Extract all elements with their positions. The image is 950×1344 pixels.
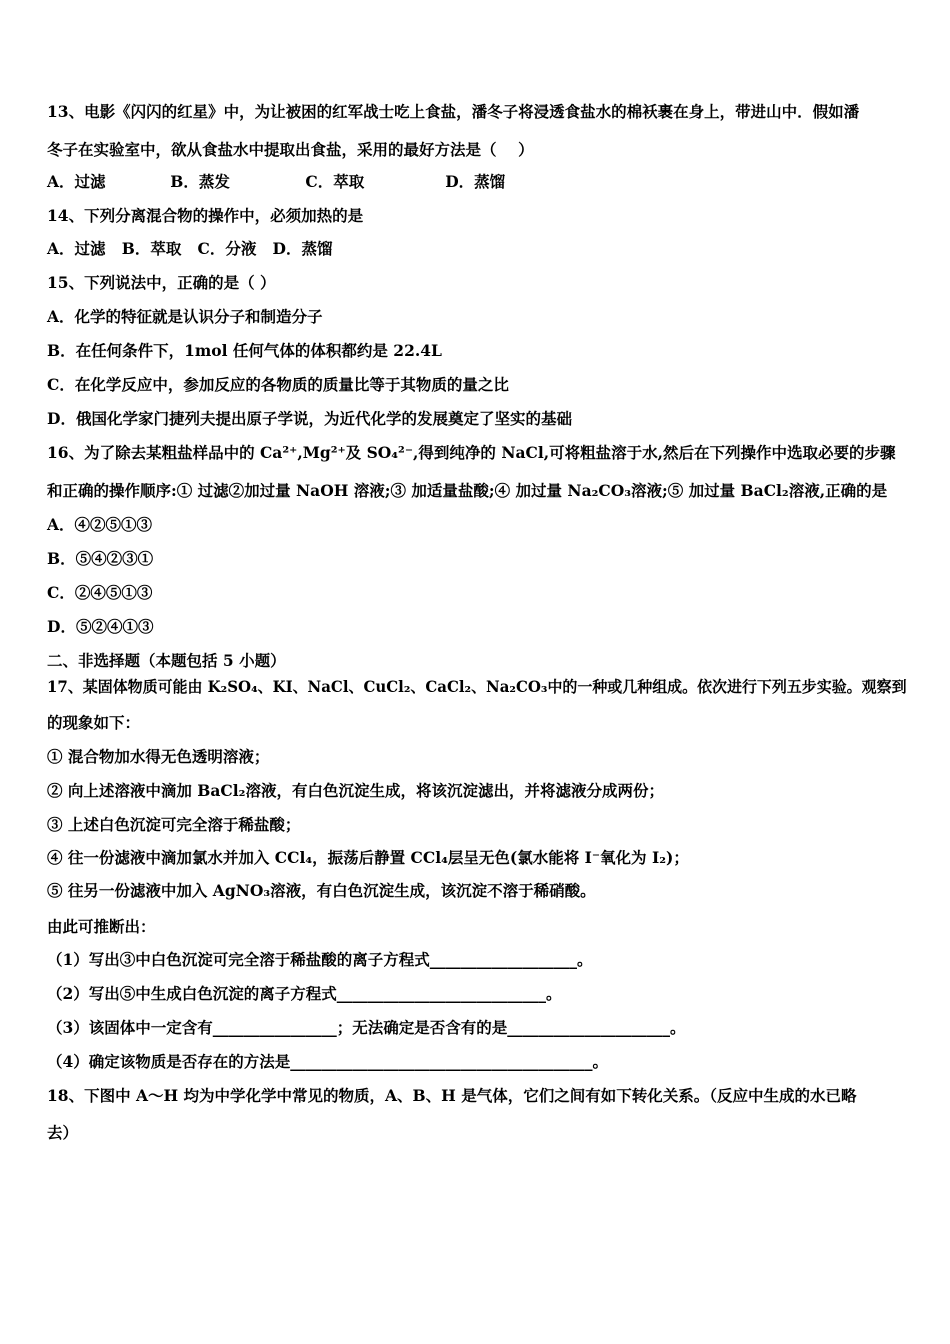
text-line: B．在任何条件下，1mol 任何气体的体积都约是 22.4L bbox=[47, 341, 442, 360]
text-line: ① 混合物加水得无色透明溶液； bbox=[47, 747, 270, 766]
text-line: ⑤ 往另一份滤液中加入 AgNO₃溶液，有白色沉淀生成，该沉淀不溶于稀硝酸。 bbox=[47, 881, 596, 900]
text-line: 18、下图中 A～H 均为中学化学中常见的物质，A、B、H 是气体，它们之间有如下转化关系。（反应中生成的水已略 bbox=[47, 1086, 857, 1105]
text-line: 13、电影《闪闪的红星》中，为让被困的红军战士吃上食盐，潘冬子将浸透食盐水的棉袄裹在身上，带进山中．假如潘 bbox=[47, 102, 860, 121]
text-line: D．俄国化学家门捷列夫提出原子学说，为近代化学的发展奠定了坚实的基础 bbox=[47, 409, 572, 428]
text-line: C．在化学反应中，参加反应的各物质的质量比等于其物质的量之比 bbox=[47, 375, 509, 394]
text-line: ② 向上述溶液中滴加 BaCl₂溶液，有白色沉淀生成，将该沉淀滤出，并将滤液分成两份； bbox=[47, 781, 664, 800]
text-line: （1）写出③中白色沉淀可完全溶于稀盐酸的离子方程式___________________。 bbox=[47, 950, 593, 969]
text-line: 16、为了除去某粗盐样品中的 Ca²⁺,Mg²⁺及 SO₄²⁻,得到纯净的 NaCl,可将粗盐溶于水,然后在下列操作中选取必要的步骤 bbox=[47, 443, 896, 462]
text-line: 冬子在实验室中，欲从食盐水中提取出食盐，采用的最好方法是（ ） bbox=[47, 140, 534, 159]
text-line: 14、下列分离混合物的操作中，必须加热的是 bbox=[47, 206, 364, 225]
text-line: 由此可推断出： bbox=[47, 917, 156, 936]
text-line: A．化学的特征就是认识分子和制造分子 bbox=[47, 307, 323, 326]
text-line: ③ 上述白色沉淀可完全溶于稀盐酸； bbox=[47, 815, 301, 834]
text-line: 15、下列说法中，正确的是（ ） bbox=[47, 273, 276, 292]
text-line: 去） bbox=[47, 1123, 79, 1142]
text-line: A．④②⑤①③ bbox=[47, 515, 153, 534]
text-line: ④ 往一份滤液中滴加氯水并加入 CCl₄，振荡后静置 CCl₄层呈无色(氯水能将 I⁻氧化为 I₂)； bbox=[47, 848, 689, 867]
text-line: B．⑤④②③① bbox=[47, 549, 154, 568]
text-line: A．过滤 B．蒸发 C．萃取 D．蒸馏 bbox=[47, 172, 506, 191]
text-line: A．过滤 B．萃取 C．分液 D．蒸馏 bbox=[47, 239, 333, 258]
text-line: 二、非选择题（本题包括 5 小题） bbox=[47, 651, 286, 670]
text-line: C．②④⑤①③ bbox=[47, 583, 153, 602]
text-line: （3）该固体中一定含有________________；无法确定是否含有的是_____________________。 bbox=[47, 1018, 686, 1037]
text-line: （4）确定该物质是否存在的方法是_______________________________________。 bbox=[47, 1052, 609, 1071]
text-line: 17、某固体物质可能由 K₂SO₄、KI、NaCl、CuCl₂、CaCl₂、Na₂CO₃中的一种或几种组成。依次进行下列五步实验。观察到 bbox=[47, 677, 907, 696]
text-line: 的现象如下： bbox=[47, 713, 141, 732]
text-line: （2）写出⑤中生成白色沉淀的离子方程式___________________________。 bbox=[47, 984, 562, 1003]
text-line: D．⑤②④①③ bbox=[47, 617, 154, 636]
text-line: 和正确的操作顺序:① 过滤②加过量 NaOH 溶液;③ 加适量盐酸;④ 加过量 Na₂CO₃溶液;⑤ 加过量 BaCl₂溶液,正确的是 bbox=[47, 481, 888, 500]
